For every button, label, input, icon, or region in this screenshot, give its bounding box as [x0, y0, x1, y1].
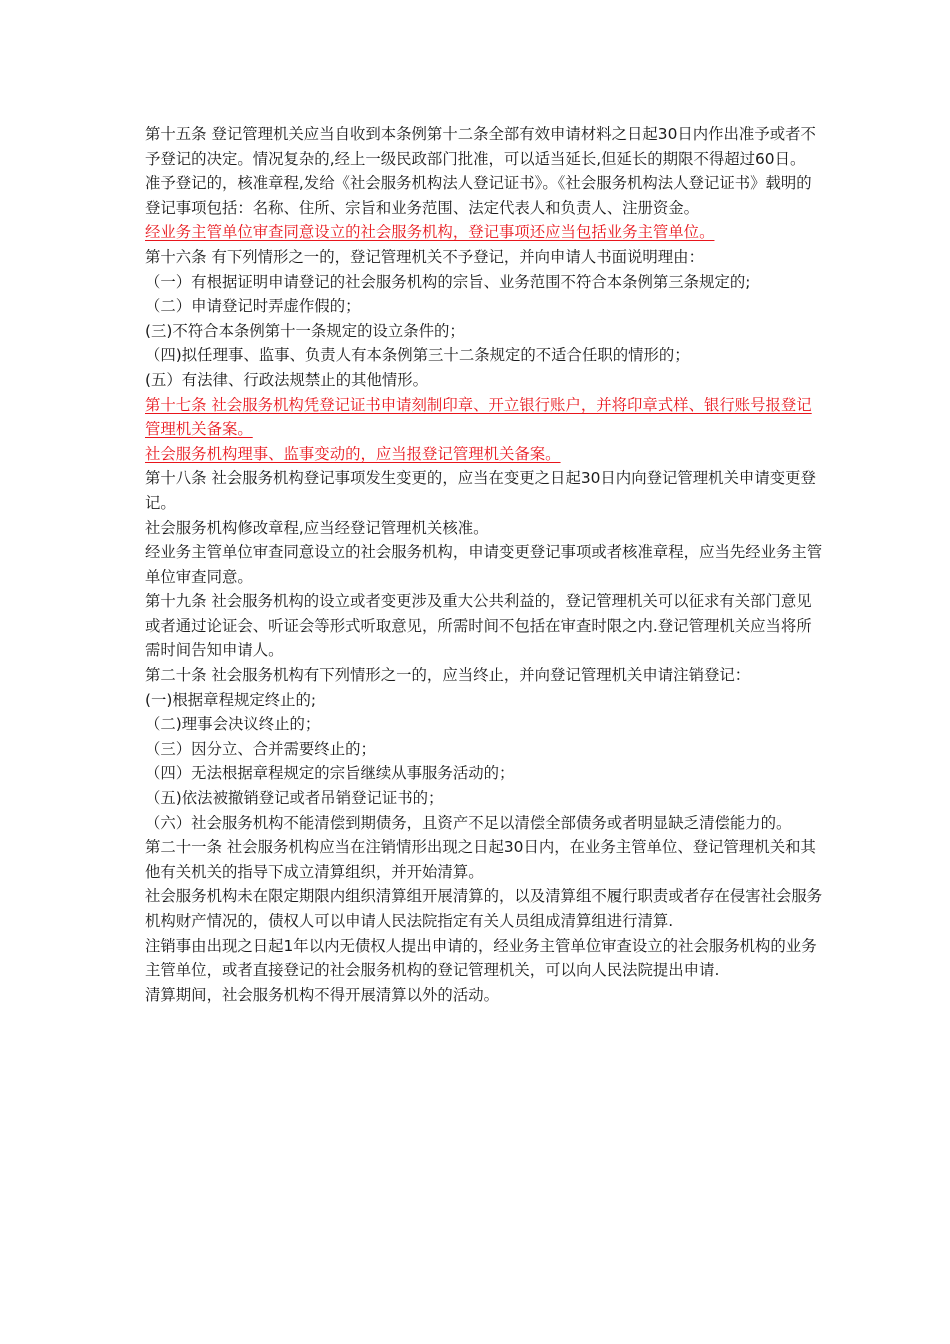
paragraph-article-15: 第十五条 登记管理机关应当自收到本条例第十二条全部有效申请材料之日起30日内作出准予或者不予登记的决定。情况复杂的,经上一级民政部门批准，可以适当延长,但延长的期限不得超过60日。 [145, 125, 816, 168]
paragraph-article-18: 第十八条 社会服务机构登记事项发生变更的，应当在变更之日起30日内向登记管理机关申请变更登记。 [145, 469, 816, 512]
list-item-20-6: （六）社会服务机构不能清偿到期债务，且资产不足以清偿全部债务或者明显缺乏清偿能力的。 [145, 813, 792, 832]
list-item-16-3: (三)不符合本条例第十一条规定的设立条件的； [145, 321, 465, 340]
list-item-20-1: (一)根据章程规定终止的; [145, 690, 317, 709]
highlighted-paragraph-directors: 社会服务机构理事、监事变动的，应当报登记管理机关备案。 [145, 444, 561, 463]
list-item-16-2: （二）申请登记时弄虚作假的； [145, 297, 361, 316]
list-item-20-2: （二)理事会决议终止的； [145, 715, 321, 734]
list-item-16-4: （四)拟任理事、监事、负责人有本条例第三十二条规定的不适合任职的情形的； [145, 346, 690, 365]
document-body [145, 122, 825, 1007]
list-item-16-1: （一）有根据证明申请登记的社会服务机构的宗旨、业务范围不符合本条例第三条规定的; [145, 272, 751, 291]
paragraph-article-21: 第二十一条 社会服务机构应当在注销情形出现之日起30日内，在业务主管单位、登记管理机关和其他有关机关的指导下成立清算组织，并开始清算。 [145, 838, 816, 881]
paragraph-certificate: 准予登记的，核准章程,发给《社会服务机构法人登记证书》。《社会服务机构法人登记证书》载明的登记事项包括：名称、住所、宗旨和业务范围、法定代表人和负责人、注册资金。 [145, 174, 812, 217]
list-item-20-4: （四）无法根据章程规定的宗旨继续从事服务活动的； [145, 764, 515, 783]
paragraph-charter-amendment: 社会服务机构修改章程,应当经登记管理机关核准。 [145, 518, 489, 537]
highlighted-paragraph-supervisor: 经业务主管单位审查同意设立的社会服务机构，登记事项还应当包括业务主管单位。 [145, 223, 715, 242]
highlighted-paragraph-article-17: 第十七条 社会服务机构凭登记证书申请刻制印章、开立银行账户，并将印章式样、银行账号报登记管理机关备案。 [145, 395, 812, 439]
paragraph-court-application: 注销事由出现之日起1年以内无债权人提出申请的，经业务主管单位审查设立的社会服务机构的业务主管单位，或者直接登记的社会服务机构的登记管理机关，可以向人民法院提出申请. [145, 936, 817, 980]
paragraph-article-20: 第二十条 社会服务机构有下列情形之一的，应当终止，并向登记管理机关申请注销登记： [145, 666, 751, 685]
paragraph-change-approval: 经业务主管单位审查同意设立的社会服务机构，申请变更登记事项或者核准章程，应当先经业务主管单位审查同意。 [145, 543, 823, 586]
list-item-20-5: （五)依法被撤销登记或者吊销登记证书的； [145, 789, 444, 808]
paragraph-article-16: 第十六条 有下列情形之一的，登记管理机关不予登记，并向申请人书面说明理由： [145, 247, 704, 266]
paragraph-creditor-application: 社会服务机构未在限定期限内组织清算组开展清算的，以及清算组不履行职责或者存在侵害社会服务机构财产情况的，债权人可以申请人民法院指定有关人员组成清算组进行清算. [145, 887, 823, 930]
paragraph-liquidation-period: 清算期间，社会服务机构不得开展清算以外的活动。 [145, 985, 499, 1004]
paragraph-article-19: 第十九条 社会服务机构的设立或者变更涉及重大公共利益的，登记管理机关可以征求有关部门意见或者通过论证会、听证会等形式听取意见，所需时间不包括在审查时限之内.登记管理机关应当将所需时间告知申请人。 [145, 592, 812, 660]
list-item-20-3: （三）因分立、合并需要终止的； [145, 739, 376, 758]
list-item-16-5: (五）有法律、行政法规禁止的其他情形。 [145, 370, 429, 389]
